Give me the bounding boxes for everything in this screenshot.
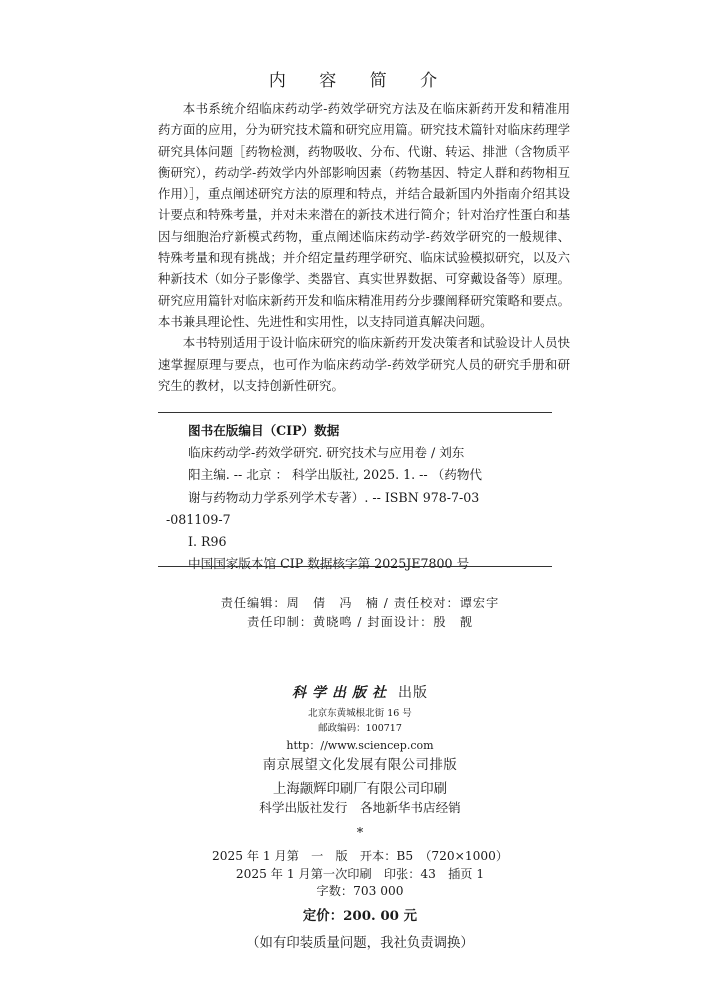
publisher-suffix: 出版 [398,685,428,701]
cip-heading: 图书在版编目（CIP）数据 [188,423,340,438]
publisher-name: 科学出版社 [292,685,392,701]
summary-title: 内 容 简 介 [268,71,452,91]
cip-line: 谢与药物动力学系列学术专著）. -- ISBN 978-7-03 [188,489,480,505]
edition-specs [0,848,720,901]
cip-line: 阳主编. -- 北京 ： 科学出版社, 2025. 1. -- （药物代 [188,467,483,483]
summary-paragraph: 本书特别适用于设计临床研究的临床新药开发决策者和试验设计人员快速掌握原理与要点，也可作为临床药动学-药效学研究人员的研究手册和研究生的教材，以支持创新性研究。 [158,335,570,393]
cip-line: 临床药动学-药效学研究. 研究技术与应用卷 / 刘东 [188,445,465,461]
edition-line: 2025 年 1 月第 一 版 开本：B5 （720×1000） [211,849,509,863]
summary-body [158,98,570,396]
publisher-postcode: 邮政编码：100717 [318,723,402,734]
publisher-url: http：//www.sciencep.com [286,739,434,752]
cip-line: -081109-7 [166,511,231,527]
price: 定价：200. 00 元 [302,908,418,924]
distribution-line: 科学出版社发行 各地新华书店经销 [259,800,461,815]
word-count: 字数：703 000 [316,884,404,899]
publisher-address: 北京东黄城根北街 16 号 [308,708,412,719]
cip-top-rule [158,412,552,413]
publisher-line [0,682,720,702]
separator-star: * [356,826,364,841]
printing-line: 上海颛辉印刷厂有限公司印刷 [272,782,448,797]
quality-notice: （如有印装质量问题，我社负责调换） [246,936,474,951]
credits-line-production: 责任印制：黄晓鸣 / 封面设计：殷 靓 [247,615,473,629]
summary-paragraph: 本书系统介绍临床药动学-药效学研究方法及在临床新药开发和精准用药方面的应用，分为研究技术篇和研究应用篇。研究技术篇针对临床药理学研究具体问题［药物检测，药物吸收、分布、代谢、转运、排泄（含物质平衡研究），药动学-药效学内外部影响因素（药物基因、特定人群和药物相互作用）］，重点阐述研究方法的原理和特点，并结合最新国内外指南介绍其设计要点和特殊考量，并对未来潜在的新技术进行简介；针对治疗性蛋白和基因与细胞治疗新模式药物，重点阐述临床药动学-药效学研究的一般规律、特殊考量和现有挑战；并介绍定量药理学研究、临床试验模拟研究，以及六种新技术（如分子影像学、类器官、真实世界数据、可穿戴设备等）原理。研究应用篇针对临床新药开发和临床精准用药分步骤阐释研究策略和要点。本书兼具理论性、先进性和实用性，以支持同道真解决问题。 [158,101,570,329]
cip-block [166,420,556,575]
credits-line-editors: 责任编辑：周 倩 冯 楠 / 责任校对：谭宏宇 [220,596,500,610]
cip-registration: 中国国家版本馆 CIP 数据核字第 2025JE7800 号 [188,556,470,572]
cip-bottom-rule [158,566,552,567]
cip-classification: Ⅰ. R96 [188,534,227,550]
editorial-credits [0,594,720,632]
printing-spec-line: 2025 年 1 月第一次印刷 印张：43 插页 1 [235,866,485,881]
typesetting-line: 南京展望文化发展有限公司排版 [262,758,458,773]
